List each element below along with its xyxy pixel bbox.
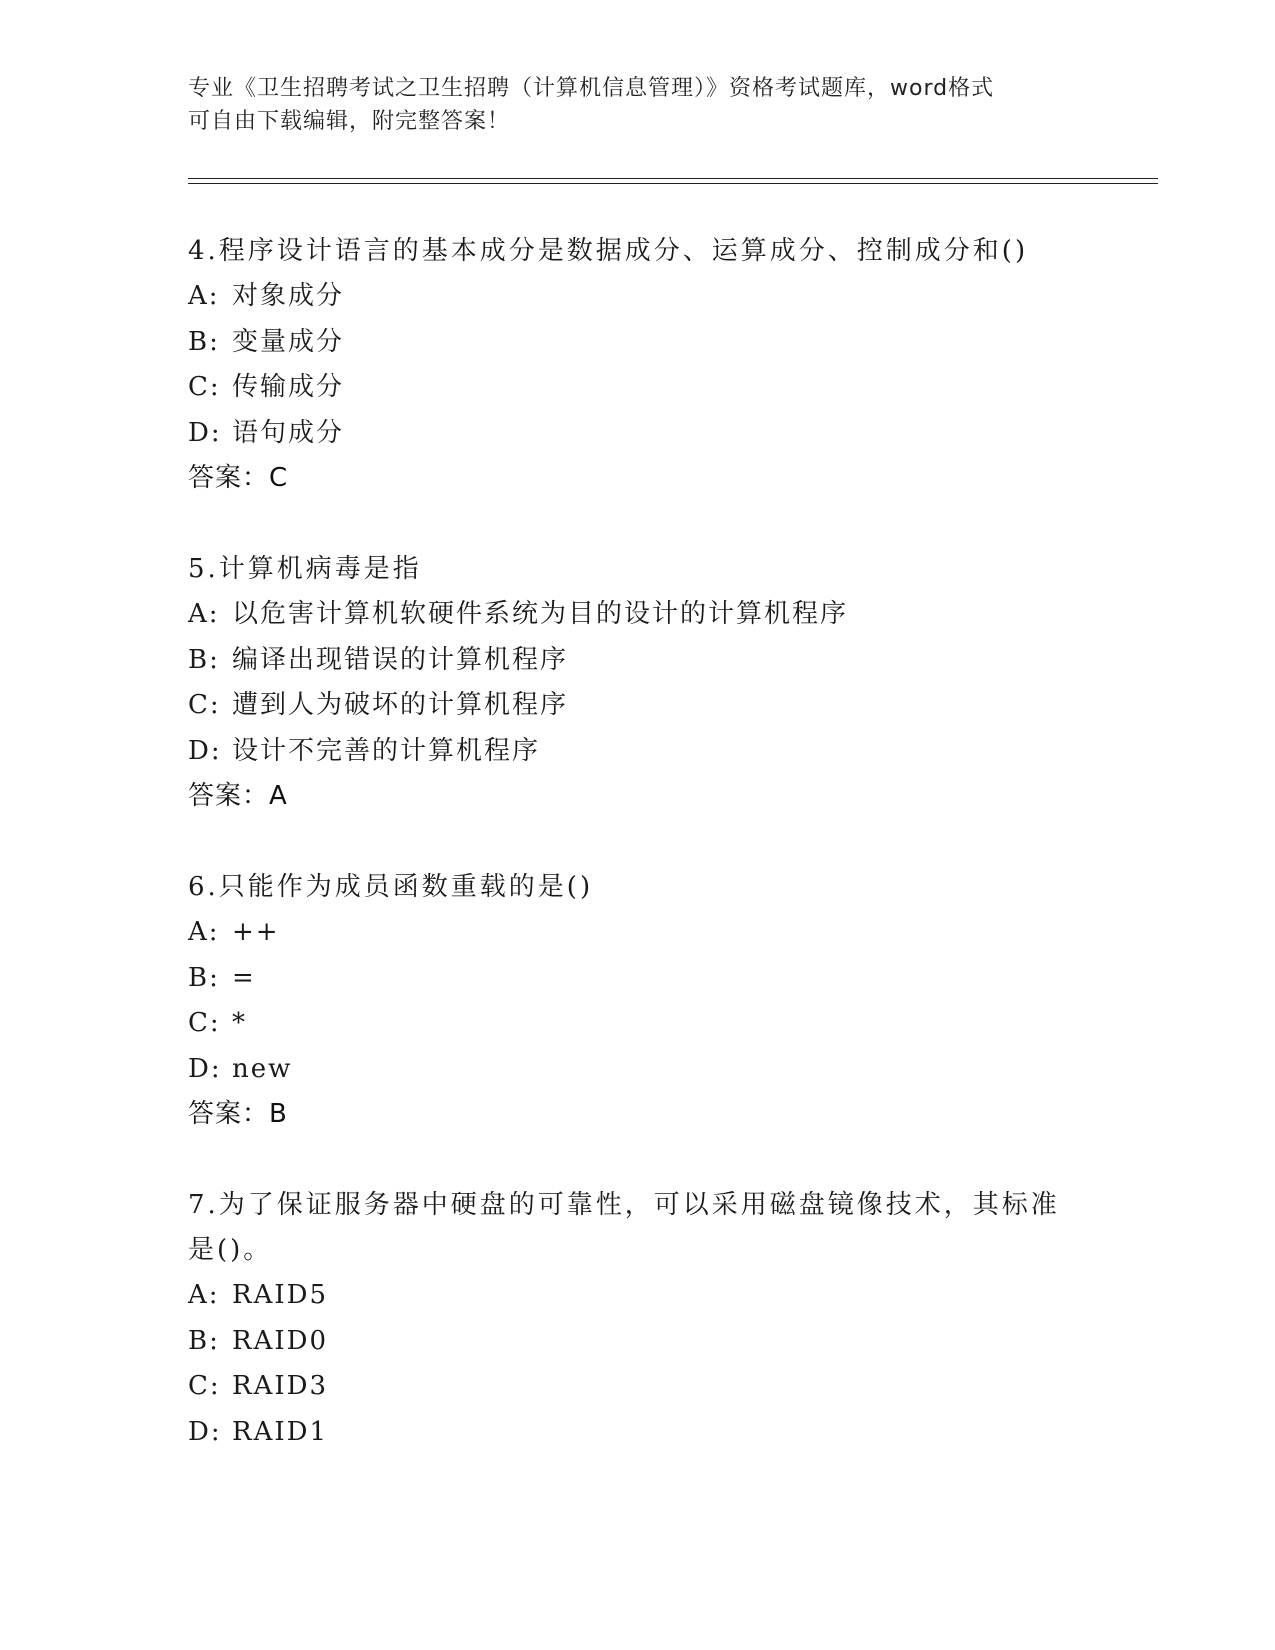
option-text: 设计不完善的计算机程序 <box>232 735 541 766</box>
option-text: * <box>232 1008 247 1038</box>
option-b <box>188 1319 1068 1365</box>
option-c <box>188 365 1068 411</box>
answer-line: 答案：A <box>188 781 288 811</box>
option-key: C: <box>188 1008 221 1038</box>
header-divider-top <box>188 178 1158 179</box>
option-text: RAID1 <box>232 1416 329 1447</box>
option-key: B: <box>188 962 220 993</box>
question-stem: 6.只能作为成员函数重载的是() <box>188 872 594 902</box>
option-text: 以危害计算机软硬件系统为目的设计的计算机程序 <box>232 599 849 629</box>
option-c <box>188 1364 1068 1410</box>
option-key: A: <box>188 599 220 629</box>
option-c <box>188 683 1068 729</box>
option-text: RAID5 <box>232 1280 329 1310</box>
option-text: 遭到人为破坏的计算机程序 <box>232 690 569 720</box>
option-text: ++ <box>232 917 280 947</box>
question-4 <box>188 229 1068 501</box>
option-key: D: <box>188 1053 222 1084</box>
option-key: C: <box>188 1371 221 1401</box>
question-stem: 4.程序设计语言的基本成分是数据成分、运算成分、控制成分和() <box>188 236 1029 266</box>
document-header <box>188 72 1068 138</box>
option-text: RAID0 <box>232 1325 329 1356</box>
option-text: = <box>232 962 256 993</box>
option-c <box>188 1001 1068 1047</box>
option-b <box>188 956 1068 1002</box>
option-text: 对象成分 <box>232 281 345 311</box>
option-key: B: <box>188 326 220 357</box>
option-text: new <box>232 1053 293 1084</box>
option-b <box>188 320 1068 366</box>
option-text: 语句成分 <box>232 417 345 448</box>
option-a <box>188 592 1068 638</box>
option-a <box>188 274 1068 320</box>
option-a <box>188 910 1068 956</box>
option-key: A: <box>188 281 220 311</box>
option-key: D: <box>188 735 222 766</box>
question-6 <box>188 865 1068 1137</box>
answer-line: 答案：C <box>188 463 289 493</box>
question-stem: 5.计算机病毒是指 <box>188 554 422 584</box>
option-key: B: <box>188 644 220 675</box>
option-text: 传输成分 <box>232 372 345 402</box>
option-key: B: <box>188 1325 220 1356</box>
option-key: A: <box>188 917 220 947</box>
option-text: 编译出现错误的计算机程序 <box>232 644 569 675</box>
question-stem-line-1: 7.为了保证服务器中硬盘的可靠性，可以采用磁盘镜像技术，其标准 <box>188 1190 1060 1220</box>
option-d <box>188 729 1068 775</box>
header-line-1: 专业《卫生招聘考试之卫生招聘（计算机信息管理）》资格考试题库，word格式 <box>188 76 995 101</box>
question-5 <box>188 547 1068 819</box>
option-key: D: <box>188 1416 222 1447</box>
option-text: 变量成分 <box>232 326 345 357</box>
option-key: C: <box>188 690 221 720</box>
option-d <box>188 411 1068 457</box>
option-key: A: <box>188 1280 220 1310</box>
option-d <box>188 1047 1068 1093</box>
option-key: D: <box>188 417 222 448</box>
question-stem-line-2: 是()。 <box>188 1235 273 1265</box>
option-d <box>188 1410 1068 1456</box>
answer-line: 答案：B <box>188 1099 288 1129</box>
question-7 <box>188 1183 1068 1455</box>
option-b <box>188 638 1068 684</box>
option-a <box>188 1273 1068 1319</box>
option-text: RAID3 <box>232 1371 329 1401</box>
header-divider-bottom <box>188 183 1158 184</box>
header-line-2: 可自由下载编辑，附完整答案！ <box>188 109 511 134</box>
option-key: C: <box>188 372 221 402</box>
